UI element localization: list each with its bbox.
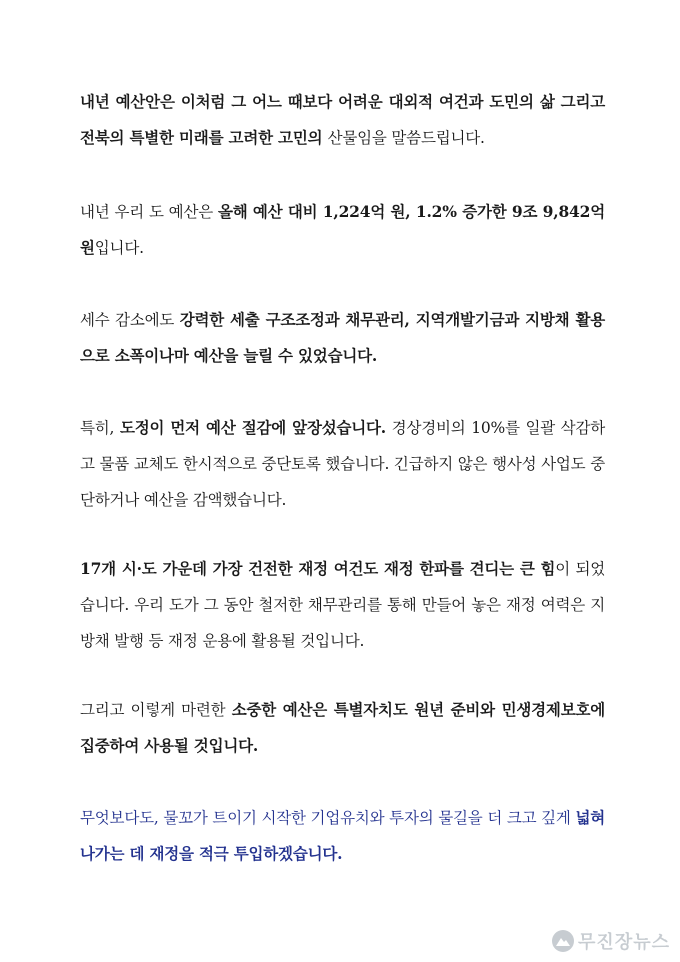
watermark-text: 무진장뉴스 <box>578 932 670 953</box>
paragraph-2-text-start: 내년 우리 도 예산은 <box>80 203 218 221</box>
paragraph-7 <box>80 800 605 872</box>
paragraph-4-text-start: 특히, <box>80 419 120 437</box>
paragraph-2 <box>80 194 605 266</box>
paragraph-4 <box>80 410 605 518</box>
paragraph-2-text-end: 입니다. <box>94 239 144 257</box>
paragraph-6 <box>80 692 605 764</box>
paragraph-5-text: 이 되었습니다. 우리 도가 그 동안 철저한 채무관리를 통해 만들어 놓은 재정 여력은 지방채 발행 등 재정 운용에 활용될 것입니다. <box>80 560 606 650</box>
paragraph-6-bold-text: 소중한 예산은 특별자치도 원년 준비와 민생경제보호에 집중하여 사용될 것입니다. <box>80 700 606 755</box>
paragraph-4-text-end: 경상경비의 10%를 일괄 삭감하고 물품 교체도 한시적으로 중단토록 했습니다. 긴급하지 않은 행사성 사업도 중단하거나 예산을 감액했습니다. <box>80 419 605 509</box>
paragraph-1-text: 산물임을 말씀드립니다. <box>327 129 485 147</box>
paragraph-3-bold-text: 강력한 세출 구조조정과 채무관리, 지역개발기금과 지방채 활용으로 소폭이나마 예산을 늘릴 수 있었습니다. <box>80 310 605 365</box>
paragraph-1-bold-text: 내년 예산안은 이처럼 그 어느 때보다 어려운 대외적 여건과 도민의 삶 그리고 전북의 특별한 미래를 고려한 고민의 <box>80 92 605 147</box>
paragraph-3-text: 세수 감소에도 <box>80 311 180 329</box>
paragraph-5-bold-text: 17개 시·도 가운데 가장 건전한 재정 여건도 재정 한파를 견디는 큰 힘 <box>80 559 556 578</box>
paragraph-4-bold-text: 도정이 먼저 예산 절감에 앞장섰습니다. <box>119 418 387 437</box>
paragraph-5 <box>80 551 605 659</box>
paragraph-7-bold-text: 넓혀나가는 데 재정을 적극 투입하겠습니다. <box>80 808 605 863</box>
paragraph-1 <box>80 84 605 156</box>
paragraph-2-bold-text: 올해 예산 대비 1,224억 원, 1.2% 증가한 9조 9,842억 원 <box>80 202 605 257</box>
paragraph-6-text: 그리고 이렇게 마련한 <box>80 701 232 719</box>
mountain-logo-icon <box>552 930 574 952</box>
paragraph-3 <box>80 302 605 374</box>
paragraph-7-text: 무엇보다도, 물꼬가 트이기 시작한 기업유치와 투자의 물길을 더 크고 깊게 <box>80 809 576 827</box>
watermark <box>552 928 670 954</box>
